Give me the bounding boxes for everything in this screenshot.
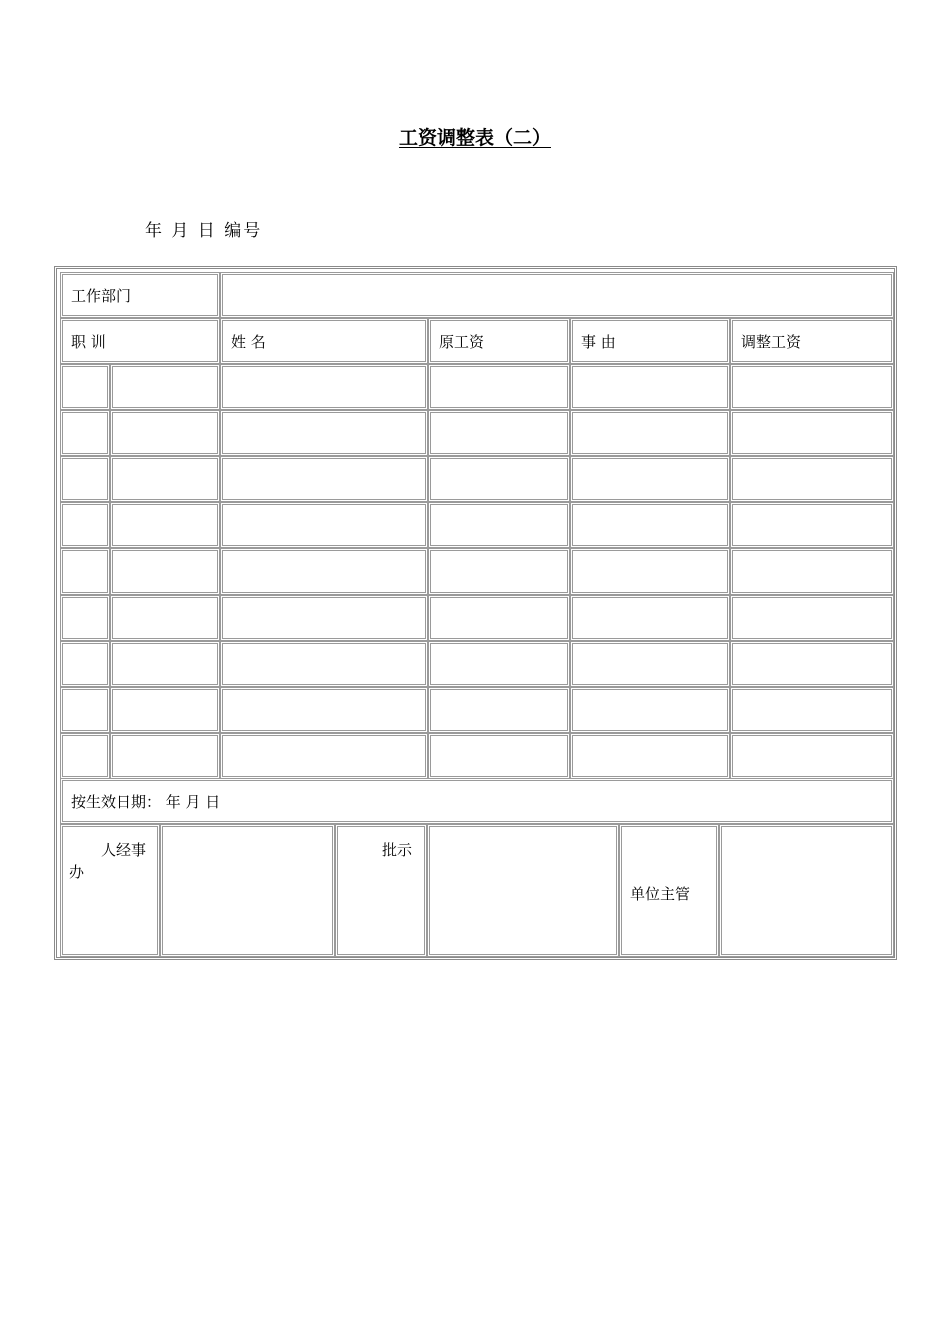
original-salary-cell[interactable] [428, 595, 570, 641]
position-cell[interactable] [110, 733, 220, 779]
reason-cell[interactable] [570, 502, 730, 548]
name-cell[interactable] [220, 641, 428, 687]
reason-cell[interactable] [570, 548, 730, 595]
approval-signature-cell[interactable] [427, 824, 619, 957]
date-number-line: 年 月 日 编号 [145, 221, 263, 241]
hr-label: 人经事办 [69, 841, 147, 881]
form-title-text: 工资调整表（二） [398, 127, 551, 149]
salary-adjustment-form [54, 266, 897, 960]
reason-cell[interactable] [570, 733, 730, 779]
original-salary-header-cell [428, 318, 570, 364]
reason-cell[interactable] [570, 410, 730, 456]
index-cell[interactable] [60, 502, 110, 548]
supervisor-signature-cell[interactable] [719, 824, 894, 957]
name-cell[interactable] [220, 410, 428, 456]
original-salary-cell[interactable] [428, 733, 570, 779]
name-cell[interactable] [220, 456, 428, 502]
adjusted-salary-header: 调整工资 [741, 333, 802, 351]
name-header-cell [220, 318, 428, 364]
reason-cell[interactable] [570, 456, 730, 502]
position-cell[interactable] [110, 687, 220, 733]
position-cell[interactable] [110, 364, 220, 410]
position-cell[interactable] [110, 548, 220, 595]
adjusted-salary-cell[interactable] [730, 733, 894, 779]
department-label-cell [60, 272, 220, 318]
index-cell[interactable] [60, 733, 110, 779]
name-cell[interactable] [220, 502, 428, 548]
position-cell[interactable] [110, 595, 220, 641]
reason-header-cell [570, 318, 730, 364]
reason-cell[interactable] [570, 364, 730, 410]
reason-header: 事 由 [581, 333, 616, 351]
name-header: 姓 名 [231, 333, 266, 351]
index-cell[interactable] [60, 641, 110, 687]
hr-label-cell [60, 824, 160, 957]
name-cell[interactable] [220, 733, 428, 779]
hr-signature-cell[interactable] [160, 824, 335, 957]
original-salary-cell[interactable] [428, 456, 570, 502]
index-cell[interactable] [60, 364, 110, 410]
original-salary-cell[interactable] [428, 410, 570, 456]
reason-cell[interactable] [570, 687, 730, 733]
index-cell[interactable] [60, 548, 110, 595]
position-cell[interactable] [110, 502, 220, 548]
effective-date-cell [60, 778, 894, 824]
original-salary-cell[interactable] [428, 687, 570, 733]
adjusted-salary-cell[interactable] [730, 364, 894, 410]
index-cell[interactable] [60, 687, 110, 733]
adjusted-salary-cell[interactable] [730, 641, 894, 687]
name-cell[interactable] [220, 364, 428, 410]
original-salary-cell[interactable] [428, 641, 570, 687]
index-cell[interactable] [60, 410, 110, 456]
supervisor-label-cell [619, 824, 719, 957]
adjusted-salary-header-cell [730, 318, 894, 364]
adjusted-salary-cell[interactable] [730, 502, 894, 548]
name-cell[interactable] [220, 595, 428, 641]
index-cell[interactable] [60, 595, 110, 641]
adjusted-salary-cell[interactable] [730, 548, 894, 595]
position-header: 职 训 [71, 333, 106, 351]
index-cell[interactable] [60, 456, 110, 502]
reason-cell[interactable] [570, 595, 730, 641]
original-salary-header: 原工资 [439, 333, 485, 351]
reason-cell[interactable] [570, 641, 730, 687]
position-cell[interactable] [110, 641, 220, 687]
approval-label-cell [335, 824, 427, 957]
effective-date-label: 按生效日期： 年 月 日 [71, 793, 221, 811]
position-cell[interactable] [110, 456, 220, 502]
original-salary-cell[interactable] [428, 364, 570, 410]
adjusted-salary-cell[interactable] [730, 687, 894, 733]
adjusted-salary-cell[interactable] [730, 410, 894, 456]
supervisor-label: 单位主管 [630, 885, 691, 903]
approval-label: 批示 [381, 841, 412, 859]
adjusted-salary-cell[interactable] [730, 595, 894, 641]
form-title [0, 124, 950, 152]
position-header-cell [60, 318, 220, 364]
position-cell[interactable] [110, 410, 220, 456]
adjusted-salary-cell[interactable] [730, 456, 894, 502]
name-cell[interactable] [220, 687, 428, 733]
name-cell[interactable] [220, 548, 428, 595]
department-label: 工作部门 [71, 287, 132, 305]
original-salary-cell[interactable] [428, 502, 570, 548]
original-salary-cell[interactable] [428, 548, 570, 595]
department-value-cell[interactable] [220, 272, 894, 318]
